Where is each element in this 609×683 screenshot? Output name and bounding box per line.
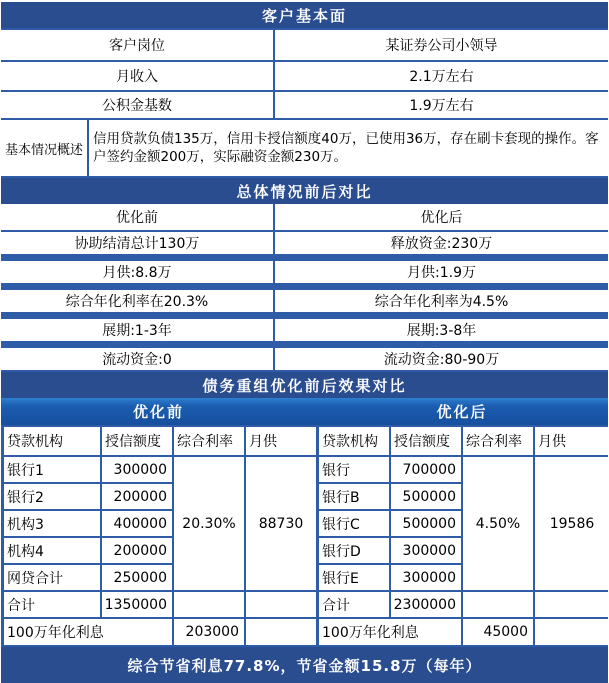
section-debt-title: 债务重组优化前后效果对比 — [1, 372, 608, 398]
column-header: 综合利率 — [463, 427, 533, 455]
column-header: 授信额度 — [391, 427, 461, 455]
lender-name: 银行1 — [4, 457, 100, 482]
basic-row-label: 月收入 — [1, 62, 273, 90]
summary-text: 信用贷款负债135万，信用卡授信额度40万，已使用36万，存在刷卡套现的操作。客户签约金额200万，实际融资金额230万。 — [89, 120, 608, 176]
debt-table-before — [4, 427, 316, 617]
before-cell: 月供:8.8万 — [1, 261, 273, 283]
column-header: 授信额度 — [102, 427, 172, 455]
column-header: 贷款机构 — [4, 427, 100, 455]
combined-rate: 20.30% — [174, 457, 244, 590]
credit-amount: 250000 — [102, 565, 172, 590]
empty-cell — [246, 592, 316, 617]
credit-amount: 400000 — [102, 511, 172, 536]
interest-before — [4, 619, 316, 645]
interest-amount: 203000 — [174, 619, 244, 645]
debt-tables — [1, 425, 608, 647]
section-overall-title: 总体情况前后对比 — [1, 178, 608, 204]
credit-amount: 500000 — [391, 484, 461, 509]
combined-rate: 4.50% — [463, 457, 533, 590]
debt-before-header: 优化前 — [132, 403, 184, 421]
column-header: 月供 — [535, 427, 609, 455]
debt-tables-main — [4, 427, 605, 617]
debt-after-header: 优化后 — [436, 403, 488, 421]
before-cell: 综合年化利率在20.3% — [1, 290, 273, 312]
summary-label: 基本情况概述 — [1, 120, 87, 176]
table-row — [1, 348, 608, 370]
empty-cell — [535, 619, 609, 645]
credit-amount: 300000 — [391, 538, 461, 563]
basic-row-label: 公积金基数 — [1, 92, 273, 118]
credit-amount: 500000 — [391, 511, 461, 536]
basic-row-value: 1.9万左右 — [275, 92, 608, 118]
after-cell: 展期:3-8年 — [275, 319, 608, 341]
total-label: 合计 — [319, 592, 389, 617]
col-before-header: 优化前 — [1, 204, 273, 230]
lender-name: 机构3 — [4, 511, 100, 536]
debt-subheader — [1, 398, 608, 425]
interest-after — [319, 619, 609, 645]
total-label: 合计 — [4, 592, 100, 617]
total-amount: 2300000 — [391, 592, 461, 617]
credit-amount: 700000 — [391, 457, 461, 482]
after-cell: 月供:1.9万 — [275, 261, 608, 283]
lender-name: 银行C — [319, 511, 389, 536]
debt-table-after — [319, 427, 609, 617]
overall-compare-table — [1, 204, 608, 372]
basic-row-value: 某证券公司小领导 — [275, 30, 608, 60]
interest-label: 100万年化利息 — [319, 619, 461, 645]
after-cell: 释放资金:230万 — [275, 232, 608, 254]
table-row — [1, 261, 608, 283]
lender-name: 银行B — [319, 484, 389, 509]
credit-amount: 200000 — [102, 538, 172, 563]
empty-cell — [463, 592, 533, 617]
table-row — [1, 319, 608, 341]
lender-name: 银行E — [319, 565, 389, 590]
table-row — [1, 92, 608, 118]
column-header: 月供 — [246, 427, 316, 455]
empty-cell — [174, 592, 244, 617]
savings-summary-footer: 综合节省利息77.8%，节省金额15.8万（每年） — [1, 647, 608, 683]
col-after-header: 优化后 — [275, 204, 608, 230]
lender-name: 银行D — [319, 538, 389, 563]
basic-info-table — [1, 28, 608, 178]
credit-amount: 300000 — [391, 565, 461, 590]
table-row — [1, 290, 608, 312]
basic-row-label: 客户岗位 — [1, 30, 273, 60]
column-header: 综合利率 — [174, 427, 244, 455]
before-cell: 展期:1-3年 — [1, 319, 273, 341]
section-basic-title: 客户基本面 — [1, 2, 608, 28]
after-cell: 流动资金:80-90万 — [275, 348, 608, 370]
interest-amount: 45000 — [463, 619, 533, 645]
monthly-payment: 19586 — [535, 457, 609, 590]
credit-amount: 200000 — [102, 484, 172, 509]
table-row — [1, 232, 608, 254]
before-cell: 流动资金:0 — [1, 348, 273, 370]
credit-amount: 300000 — [102, 457, 172, 482]
table-row — [1, 30, 608, 60]
summary-row — [1, 120, 608, 176]
table-row — [1, 204, 608, 230]
before-cell: 协助结清总计130万 — [1, 232, 273, 254]
table-row — [1, 62, 608, 90]
basic-row-value: 2.1万左右 — [275, 62, 608, 90]
empty-cell — [246, 619, 316, 645]
column-header: 贷款机构 — [319, 427, 389, 455]
lender-name: 银行2 — [4, 484, 100, 509]
lender-name: 机构4 — [4, 538, 100, 563]
lender-name: 银行 — [319, 457, 389, 482]
after-cell: 综合年化利率为4.5% — [275, 290, 608, 312]
lender-name: 网贷合计 — [4, 565, 100, 590]
empty-cell — [535, 592, 609, 617]
annual-interest-row — [4, 619, 605, 645]
monthly-payment: 88730 — [246, 457, 316, 590]
interest-label: 100万年化利息 — [4, 619, 172, 645]
total-amount: 1350000 — [102, 592, 172, 617]
